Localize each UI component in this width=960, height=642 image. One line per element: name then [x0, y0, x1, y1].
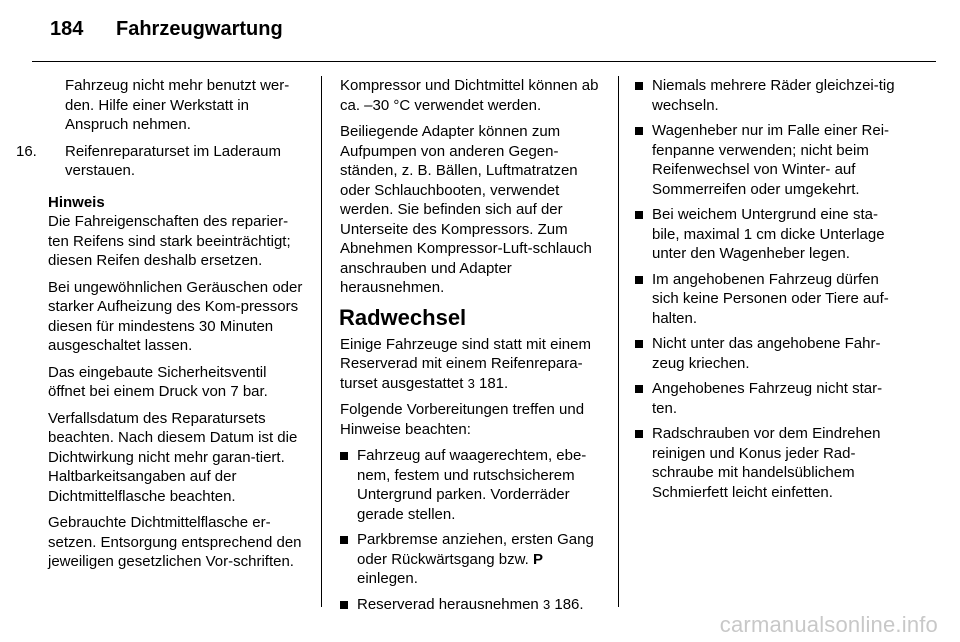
list-item: Parkbremse anziehen, ersten Gang oder Rückwärtsgang bzw. P einlegen.	[340, 530, 602, 589]
paragraph-temperature: Kompressor und Dichtmittel können ab ca. –30 °C verwendet werden.	[340, 77, 599, 114]
bullet-icon	[635, 127, 643, 135]
list-item: Im angehobenen Fahrzeug dürfen sich keine Personen oder Tiere auf-halten.	[635, 270, 905, 329]
note-paragraph-3: Das eingebaute Sicherheitsventil öffnet bei einem Druck von 7 bar.	[48, 363, 268, 400]
header-rule	[32, 61, 936, 62]
bullet-icon	[635, 340, 643, 348]
list-item: Wagenheber nur im Falle einer Rei-fenpanne verwenden; nicht beim Reifenwechsel von Winter- auf Sommerreifen oder umgekehrt.	[635, 121, 905, 199]
bullet-icon	[635, 276, 643, 284]
column-divider-1	[321, 76, 322, 607]
list-item: Reserverad herausnehmen 3 186.	[340, 595, 602, 615]
bullet-icon	[635, 82, 643, 90]
bullet-icon	[635, 430, 643, 438]
list-item: Nicht unter das angehobene Fahr-zeug kriechen.	[635, 334, 905, 373]
page-ref-icon: 3	[542, 596, 551, 612]
bullet-icon	[635, 385, 643, 393]
page-number: 184	[50, 18, 84, 40]
column-3	[635, 76, 905, 508]
item-number: 16.	[16, 142, 37, 160]
list-item: Niemals mehrere Räder gleichzei-tig wechseln.	[635, 76, 905, 115]
list-item: Fahrzeug auf waagerechtem, ebe-nem, festem und rutschsicherem Untergrund parken. Vorderräder gerade stellen.	[340, 446, 602, 524]
note-paragraph-2: Bei ungewöhnlichen Geräuschen oder starker Aufheizung des Kom-pressors diesen für mindestens 30 Minuten ausgeschaltet lassen.	[48, 278, 303, 354]
column-2	[340, 76, 602, 620]
note-paragraph-4: Verfallsdatum des Reparatursets beachten. Nach diesem Datum ist die Dichtwirkung nicht mehr garan-tiert. Haltbarkeitsangaben auf der Dichtmittelflasche beachten.	[48, 409, 298, 505]
chapter-title: Fahrzeugwartung	[116, 18, 283, 40]
bullet-icon	[340, 452, 348, 460]
watermark: carmanualsonline.info	[719, 612, 938, 637]
paragraph-adapter: Beiliegende Adapter können zum Aufpumpen von anderen Gegen-ständen, z. B. Bällen, Luftmatratzen oder Schlauchbooten, verwendet werden. Sie befinden sich auf der Unterseite des Kompressors. Zum Abnehmen Kompressor-Luft-schlauch anschrauben und Adapter herausnehmen.	[340, 123, 592, 296]
note-paragraph-5: Gebrauchte Dichtmittelflasche er-setzen. Entsorgung entsprechend den jeweiligen gesetzlichen Vor-schriften.	[48, 514, 302, 570]
page-header	[50, 18, 283, 41]
numbered-item-16	[16, 142, 305, 181]
list-item: Bei weichem Untergrund eine sta-bile, maximal 1 cm dicke Unterlage unter den Wagenheber legen.	[635, 205, 905, 264]
column-divider-2	[618, 76, 619, 607]
bullet-icon	[340, 536, 348, 544]
continued-paragraph: Fahrzeug nicht mehr benutzt wer-den. Hilfe einer Werkstatt in Anspruch nehmen.	[65, 77, 290, 133]
list-item: Radschrauben vor dem Eindrehen reinigen und Konus jeder Rad-schraube mit handelsüblichem Schmierfett leicht einfetten.	[635, 424, 905, 502]
column-1	[16, 76, 305, 579]
note-paragraph-1: Die Fahreigenschaften des reparier-ten Reifens sind stark beeinträchtigt; diesen Reifen deshalb ersetzen.	[48, 213, 291, 269]
paragraph-preparations: Folgende Vorbereitungen treffen und Hinweise beachten:	[340, 401, 585, 438]
note-label: Hinweis	[48, 193, 105, 211]
paragraph-intro: Einige Fahrzeuge sind statt mit einem Reserverad mit einem Reifenrepara-turset ausgestattet 3 181.	[340, 335, 591, 392]
item-text: Reifenreparaturset im Laderaum verstauen.	[65, 142, 281, 179]
bullet-icon	[340, 601, 348, 609]
page-ref-icon: 3	[467, 375, 475, 391]
bullet-icon	[635, 211, 643, 219]
list-item: Angehobenes Fahrzeug nicht star-ten.	[635, 379, 905, 418]
section-heading: Radwechsel	[339, 304, 467, 330]
